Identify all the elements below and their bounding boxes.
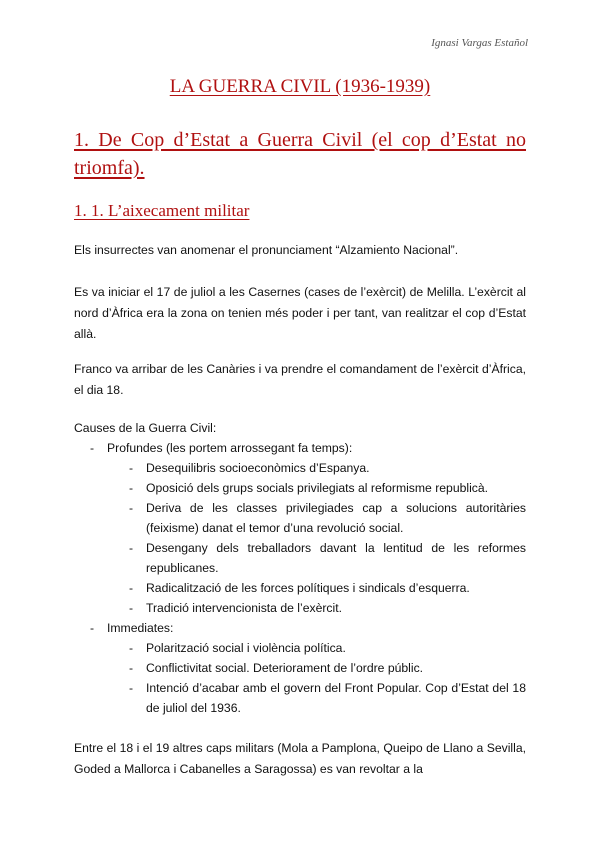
list-item <box>74 578 526 598</box>
list-item-text: Oposició dels grups socials privilegiats al reformisme republicà. <box>146 481 489 495</box>
list-item <box>74 478 526 498</box>
document-title: LA GUERRA CIVIL (1936-1939) <box>169 76 431 97</box>
list-item-text: Conflictivitat social. Deteriorament de l’ordre públic. <box>146 661 424 675</box>
causes-heading <box>74 418 526 438</box>
list-dash: - <box>129 481 134 495</box>
list-item-text: Polarització social i violència política. <box>146 641 346 655</box>
list-dash: - <box>90 621 95 635</box>
list-dash: - <box>129 641 134 655</box>
list-dash: - <box>129 541 134 555</box>
section-heading: 1. De Cop d’Estat a Guerra Civil (el cop d’Estat no triomfa). <box>74 129 526 179</box>
list-item-text: Deriva de les classes privilegiades cap a solucions autoritàries (feixisme) danat el temor d’una revolució social. <box>146 501 526 535</box>
list-dash: - <box>129 601 134 615</box>
list-item-text: Desengany dels treballadors davant la lentitud de les reformes republicanes. <box>146 541 526 575</box>
list-dash: - <box>129 501 134 515</box>
list-item <box>74 538 526 578</box>
list-dash: - <box>129 581 134 595</box>
list-dash: - <box>90 441 95 455</box>
cause-group-label: Immediates: <box>107 621 174 635</box>
list-item <box>74 598 526 618</box>
cause-group-profundes <box>74 438 526 458</box>
list-item <box>74 458 526 478</box>
paragraph-melilla: Es va iniciar el 17 de juliol a les Casernes (cases de l’exèrcit) de Melilla. L’exèrcit al nord d’Àfrica era la zona on tenien més poder i per tant, van realitzar el cop d’Estat allà. <box>74 285 526 341</box>
paragraph-revolts: Entre el 18 i el 19 altres caps militars (Mola a Pamplona, Queipo de Llano a Sevilla, Goded a Mallorca i Cabanelles a Saragossa) es van revoltar a la <box>74 741 526 776</box>
subsection-heading: 1. 1. L’aixecament militar <box>74 201 250 220</box>
author-header: Ignasi Vargas Estañol <box>431 37 528 49</box>
list-item <box>74 678 526 718</box>
cause-group-label: Profundes (les portem arrossegant fa temps): <box>107 441 353 455</box>
paragraph-alzamiento: Els insurrectes van anomenar el pronunciament “Alzamiento Nacional”. <box>74 243 459 257</box>
list-item-text: Desequilibris socioeconòmics d’Espanya. <box>146 461 370 475</box>
list-item-text: Intenció d’acabar amb el govern del Front Popular. Cop d’Estat del 18 de juliol del 1936. <box>146 681 526 715</box>
list-item-text: Tradició intervencionista de l’exèrcit. <box>146 601 342 615</box>
list-dash: - <box>129 661 134 675</box>
list-item-text: Radicalització de les forces polítiques i sindicals d’esquerra. <box>146 581 470 595</box>
cause-group-immediates <box>74 618 526 638</box>
causes-list <box>74 418 526 718</box>
list-dash: - <box>129 461 134 475</box>
list-dash: - <box>129 681 134 695</box>
list-item <box>74 658 526 678</box>
paragraph-franco: Franco va arribar de les Canàries i va prendre el comandament de l’exèrcit d’Àfrica, el dia 18. <box>74 362 526 397</box>
list-item <box>74 498 526 538</box>
list-item <box>74 638 526 658</box>
causes-heading-text: Causes de la Guerra Civil: <box>74 421 217 435</box>
